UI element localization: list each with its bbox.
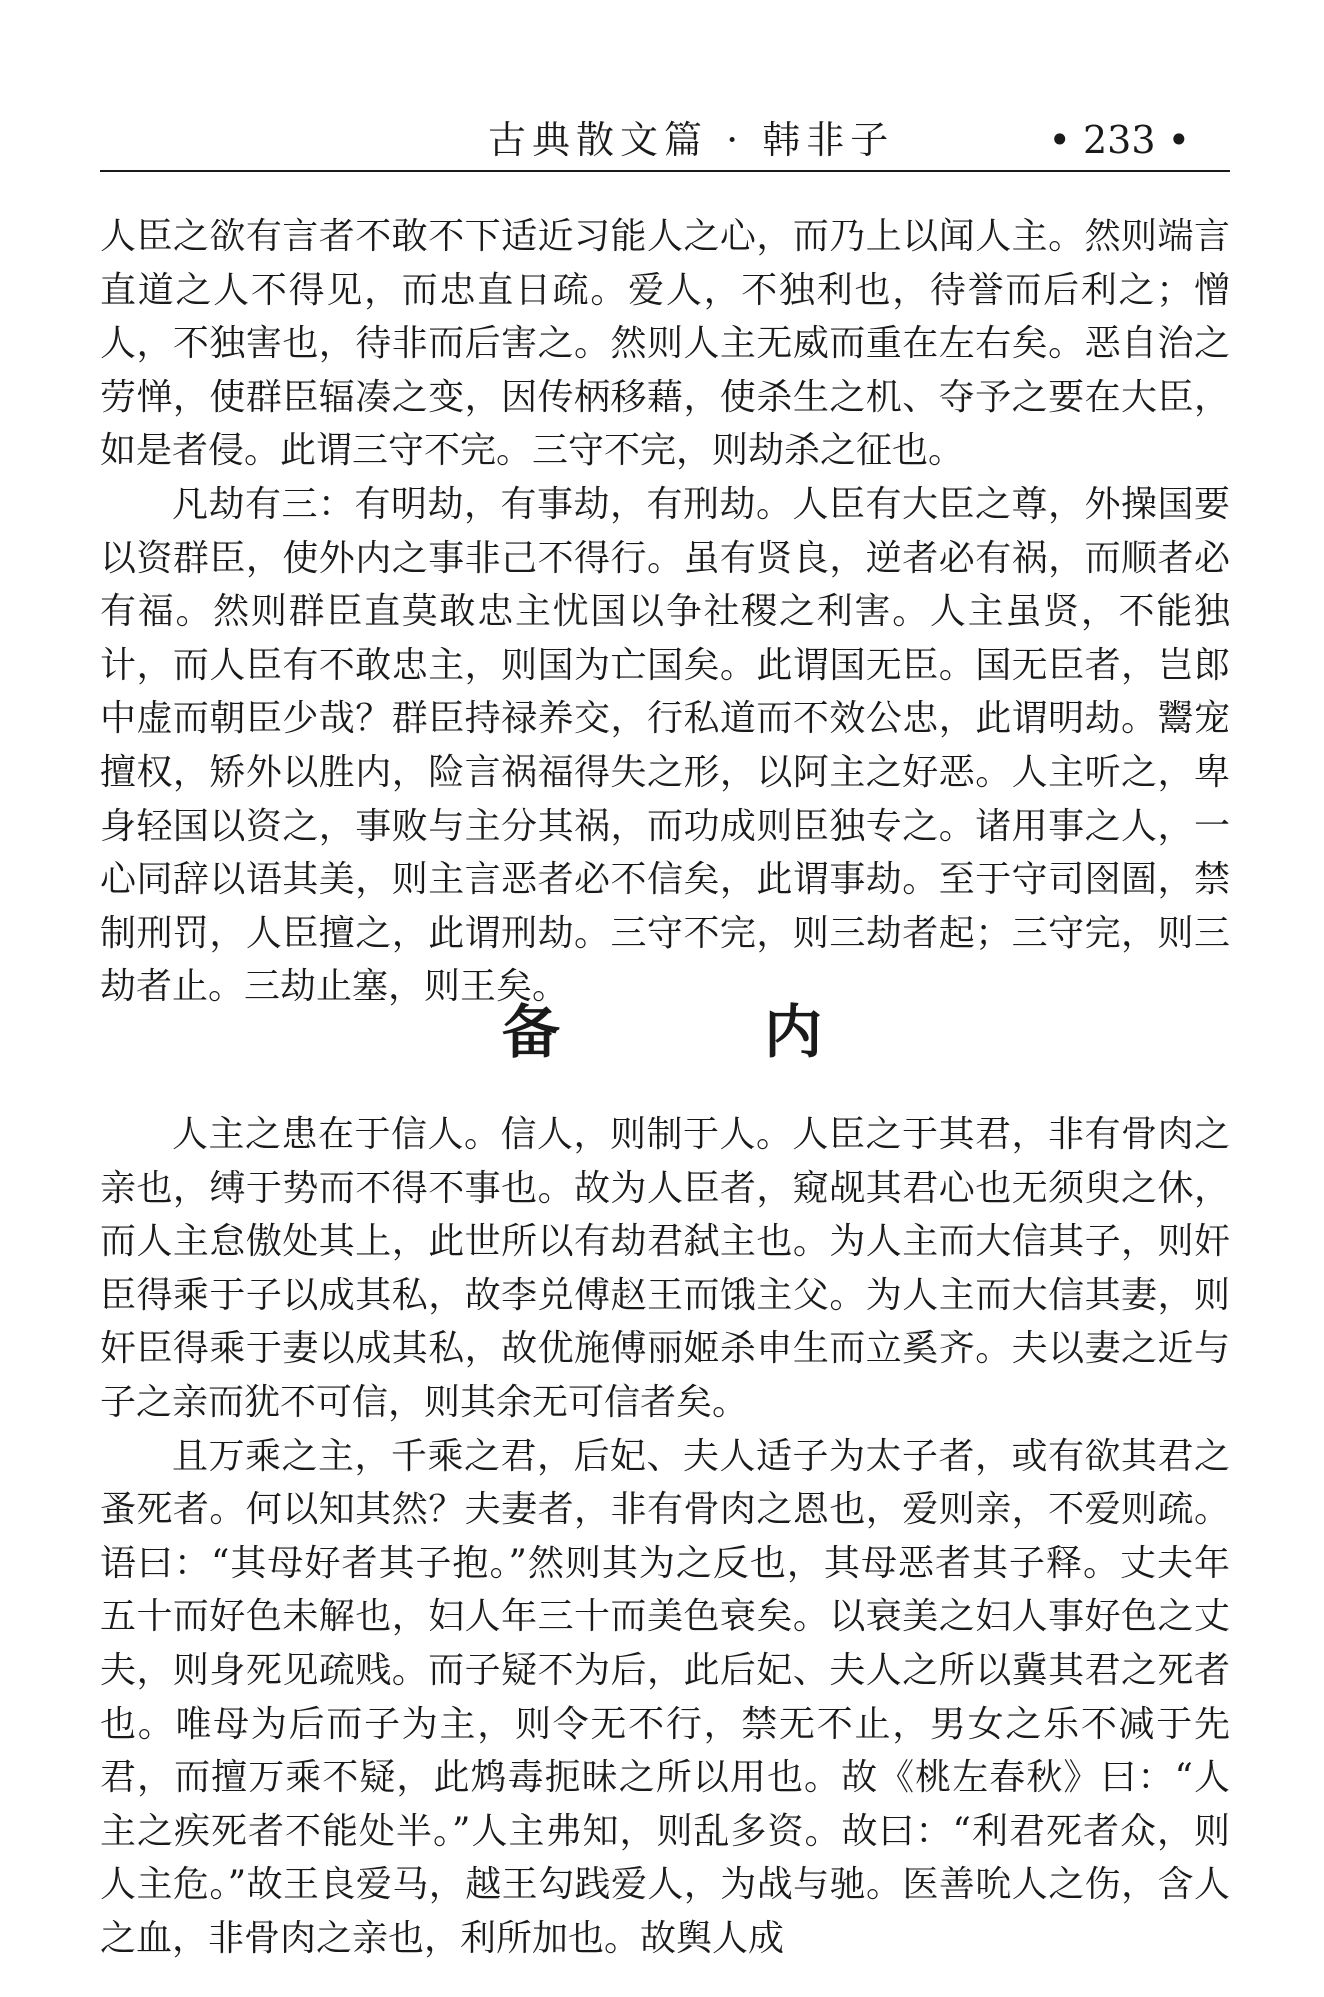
- paragraph: 且万乘之主，千乘之君，后妃、夫人适子为太子者，或有欲其君之蚤死者。何以知其然？夫妻者，非有骨肉之恩也，爱则亲，不爱则疏。语曰：“其母好者其子抱。”然则其为之反也，其母恶者其子释。丈夫年五十而好色未解也，妇人年三十而美色衰矣。以衰美之妇人事好色之丈夫，则身死见疏贱。而子疑不为后，此后妃、夫人之所以冀其君之死者也。唯母为后而子为主，则令无不行，禁无不止，男女之乐不减于先君，而擅万乘不疑，此鸩毒扼昧之所以用也。故《桃左春秋》曰：“人主之疾死者不能处半。”人主弗知，则乱多资。故曰：“利君死者众，则人主危。”故王良爱马，越王勾践爱人，为战与驰。医善吮人之伤，含人之血，非骨肉之亲也，利所加也。故舆人成: [100, 1435, 1230, 1959]
- paragraph: 凡劫有三：有明劫，有事劫，有刑劫。人臣有大臣之尊，外操国要以资群臣，使外内之事非己不得行。虽有贤良，逆者必有祸，而顺者必有福。然则群臣直莫敢忠主忧国以争社稷之利害。人主虽贤，不能独计，而人臣有不敢忠主，则国为亡国矣。此谓国无臣。国无臣者，岂郎中虚而朝臣少哉？群臣持禄养交，行私道而不效公忠，此谓明劫。鬻宠擅权，矫外以胜内，险言祸福得失之形，以阿主之好恶。人主听之，卑身轻国以资之，事败与主分其祸，而功成则臣独专之。诸用事之人，一心同辞以语其美，则主言恶者必不信矣，此谓事劫。至于守司囹圄，禁制刑罚，人臣擅之，此谓刑劫。三守不完，则三劫者起；三守完，则三劫者止。三劫止塞，则王矣。: [100, 483, 1230, 1008]
- text-block-bottom: [100, 1108, 1230, 1966]
- page-number: • 233 •: [1048, 118, 1190, 162]
- paragraph-continued: 人臣之欲有言者不敢不下适近习能人之心，而乃上以闻人主。然则端言直道之人不得见，而忠直日疏。爱人，不独利也，待誉而后利之；憎人，不独害也，待非而后害之。然则人主无威而重在左右矣。恶自治之劳惮，使群臣辐凑之变，因传柄移藉，使杀生之机、夺予之要在大臣，如是者侵。此谓三守不完。三守不完，则劫杀之征也。: [100, 216, 1230, 472]
- running-head: [100, 112, 1230, 168]
- running-head-title: 古典散文篇 · 韩非子: [488, 118, 895, 162]
- section-title: 备 内: [501, 998, 915, 1066]
- paragraph: 人主之患在于信人。信人，则制于人。人臣之于其君，非有骨肉之亲也，缚于势而不得不事也。故为人臣者，窥觇其君心也无须臾之休，而人主怠傲处其上，此世所以有劫君弑主也。为人主而大信其子，则奸臣得乘于子以成其私，故李兑傅赵王而饿主父。为人主而大信其妻，则奸臣得乘于妻以成其私，故优施傅丽姬杀申生而立奚齐。夫以妻之近与子之亲而犹不可信，则其余无可信者矣。: [100, 1114, 1230, 1423]
- text-block-top: [100, 210, 1230, 1014]
- header-rule: [100, 170, 1230, 172]
